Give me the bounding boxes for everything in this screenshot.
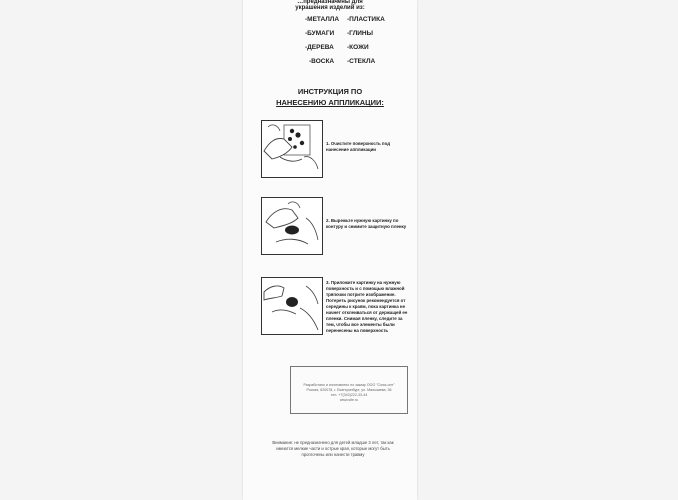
step-1-text: 1. Очистите поверхность под нанесение аппликации [326, 141, 390, 152]
intro-line-2: украшения изделий из: [295, 5, 365, 11]
intro-line-1: …предназначены для [297, 0, 363, 5]
step-1-illustration [261, 120, 323, 178]
hand-cutting-icon [262, 198, 322, 254]
info-line: Разработано и изготовлено по заказу ООО "Союз-опт" [303, 383, 395, 387]
material-item: -СТЕКЛА [347, 58, 376, 65]
instruction-card [243, 0, 417, 500]
step-2-illustration [261, 197, 323, 255]
material-item: -ГЛИНЫ [347, 30, 373, 37]
hand-cleaning-icon [262, 121, 322, 177]
info-line: Россия, 620078, г. Екатеринбург, ул. Малышева, 36 [306, 388, 392, 392]
material-item: -МЕТАЛЛА [305, 16, 340, 23]
material-item: -КОЖИ [347, 44, 369, 51]
step-3-illustration [261, 277, 323, 335]
material-item: -ВОСКА [309, 58, 335, 65]
material-item: -ПЛАСТИКА [347, 16, 385, 23]
warning-text: Внимание: не предназначено для детей младше 3 лет, так как имеются мелкие части и острые края, которые могут быть проглочены или нанести травму [272, 440, 394, 457]
info-line: www.site.ru [339, 398, 359, 402]
manufacturer-info-box [290, 366, 408, 414]
instructions-title-line-2: НАНЕСЕНИЮ АППЛИКАЦИИ: [276, 98, 384, 107]
info-line: тел. +7(343)222-33-44 [330, 393, 368, 397]
material-item: -БУМАГИ [305, 30, 335, 37]
material-item: -ДЕРЕВА [305, 44, 334, 51]
step-3-text: 3. Приложите картинку на нужную поверхность и с помощью влажной тряпочки потрите изображение. Потереть рисунок рекомендуется от середины к краям, пока картинка не начнет отклеиваться от держащей ее пленки. Снимая пленку, следите за тем, чтобы все элементы были перенесены на поверхность [326, 280, 408, 333]
instructions-title [243, 86, 417, 108]
instructions-title-line-1: ИНСТРУКЦИЯ ПО [297, 87, 363, 96]
step-2-text: 2. Вырежьте нужную картинку по контуру и снимите защитную пленку [326, 218, 407, 229]
hand-applying-icon [262, 278, 322, 334]
